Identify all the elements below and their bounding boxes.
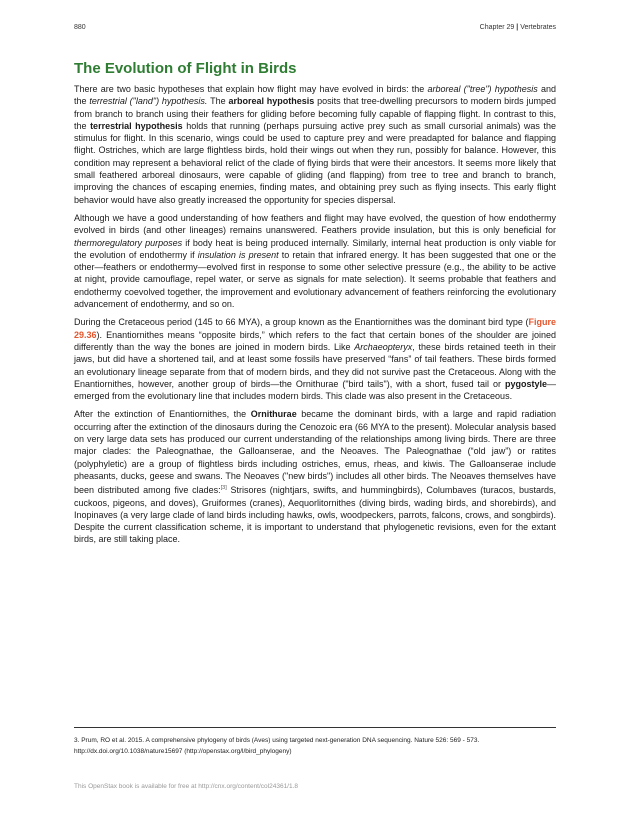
text: Strisores (nightjars, swifts, and hummingbirds), Columbaves (turacos, bustards, cuckoos, pigeons, and doves), Gruiformes (cranes), Aequorlitornithes (diving birds, wading birds, and shorebirds), and Inopinaves (a very large clade of land birds including hawks, owls, woodpeckers, parrots, falcons, crows, and songbirds). Despite the current classification scheme, it is important to understand that phylogenetic revisions, even for the extant birds, are still taking place. bbox=[74, 485, 556, 545]
footnote-reference[interactable]: [3] bbox=[220, 485, 227, 492]
chapter-number: Chapter 29 bbox=[479, 24, 515, 31]
text: ). Enantiornithes means “opposite birds,” which refers to the fact that certain bones of the shoulder are joined differently than the way the bones are joined in modern birds. Like bbox=[74, 329, 556, 352]
footnote: 3. Prum, RO et al. 2015. A comprehensive phylogeny of birds (Aves) using targeted next-generation DNA sequencing. Nature 526: 569 - 573. http://dx.doi.org/10.1038/nature15697 (http://openstax.org/l/bird_phylogeny) bbox=[74, 737, 480, 755]
text: posits that tree-dwelling precursors to modern birds jumped from branch to branch using their feathers for gliding before becoming fully capable of flapping flight. In contrast to this, the bbox=[74, 96, 556, 131]
key-term: Ornithurae bbox=[250, 409, 297, 420]
italic-term: arboreal ("tree") hypothesis bbox=[427, 84, 538, 94]
key-term: arboreal hypothesis bbox=[228, 96, 315, 107]
body-text bbox=[74, 83, 556, 552]
text: —emerged from the evolutionary line that includes modern birds. This clade was also present in the Cretaceous. bbox=[74, 378, 556, 402]
paragraph-cretaceous bbox=[74, 316, 556, 402]
paragraph-ornithurae bbox=[74, 408, 556, 545]
paragraph-flight-hypotheses bbox=[74, 83, 556, 206]
chapter-title: Vertebrates bbox=[520, 24, 556, 31]
text: After the extinction of Enantiornithes, the bbox=[74, 409, 251, 420]
chapter-label bbox=[480, 24, 556, 31]
page-footer: This OpenStax book is available for free at http://cnx.org/content/col24361/1.8 bbox=[74, 783, 299, 790]
section-title: The Evolution of Flight in Birds bbox=[74, 60, 297, 77]
text: The bbox=[207, 96, 229, 107]
text: and the bbox=[74, 84, 556, 107]
italic-term: Archaeopteryx bbox=[354, 341, 413, 352]
page-number: 880 bbox=[74, 24, 86, 31]
text: Although we have a good understanding of how feathers and flight may have evolved, the question of how endothermy evolved in birds (and other lineages) remains unanswered. Feathers provide insulation, but this is only beneficial for bbox=[74, 212, 556, 236]
footnote-divider bbox=[74, 727, 556, 728]
text: , these birds retained teeth in their jaws, but did have a shortened tail, and at least some fossils have preserved “fans” of tail feathers. These birds formed an evolutionary lineage separate from that of modern birds, and they did not survive past the Cretaceous. Along with the Enantiornithes, however, another group of birds—the Ornithurae ("bird tails"), with a short, fused tail or bbox=[74, 341, 556, 389]
text: to retain that infrared energy. It has been suggested that one or the other—feathers or endothermy—evolved first in response to some other selective pressure (e.g., the ability to be active at night, provide camouflage, repel water, or serve as signals for mate selection). It seems probable that feathers and endothermy coevolved together, the improvement and evolutionary advancement of feathers reinforcing the evolutionary advancement of endothermy, and so on. bbox=[74, 249, 557, 310]
text: if body heat is being produced internally. Similarly, internal heat production is only viable for the evolution of endothermy if bbox=[74, 237, 556, 260]
paragraph-endothermy bbox=[74, 212, 556, 310]
text: During the Cretaceous period (145 to 66 MYA), a group known as the Enantiornithes was the dominant bird type ( bbox=[74, 317, 529, 328]
italic-term: thermoregulatory purposes bbox=[74, 237, 183, 248]
page-header bbox=[74, 24, 556, 31]
text: became the dominant birds, with a large and rapid radiation occurring after the extinction of the dinosaurs during the Cenozoic era (66 MYA to the present). Molecular analysis based on very large data sets has produced our current understanding of the relationships among living birds. There are three major clades: the Paleognathae, the Galloanserae, and the Neoaves. The Paleognathae (“old jaw”) or ratites (polyphyletic) are a group of flightless birds including ostriches, emus, rheas, and kiwis. The Galloanserae include pheasants, ducks, geese and swans. The Neoaves ("new birds") includes all other birds. The Neoaves themselves have been distributed among five clades: bbox=[74, 409, 556, 496]
key-term: terrestrial hypothesis bbox=[90, 120, 183, 131]
text: holds that running (perhaps pursuing active prey such as small cursorial animals) was the stimulus for flight. In this scenario, wings could be used to capture prey and were preadapted for balance and flapping flight. Ostriches, which are large flightless birds, hold their wings out when they run, possibly for balance. However, this condition may represent a behavioral relict of the clade of flying birds that were their ancestors. It seems more likely that small feathered arboreal dinosaurs, were capable of gliding (and flapping) from tree to tree and branch to branch, improving the chances of escaping enemies, finding mates, and obtaining prey such as flying insects. This early flight behavior would have also greatly increased the opportunity for species dispersal. bbox=[74, 120, 556, 205]
header-separator: | bbox=[516, 24, 519, 31]
text: There are two basic hypotheses that explain how flight may have evolved in birds: the bbox=[74, 84, 428, 94]
italic-term: terrestrial ("land") hypothesis. bbox=[89, 96, 208, 107]
key-term: pygostyle bbox=[504, 378, 547, 389]
italic-term: insulation is present bbox=[197, 249, 279, 260]
figure-link[interactable]: Figure 29.36 bbox=[74, 317, 556, 340]
